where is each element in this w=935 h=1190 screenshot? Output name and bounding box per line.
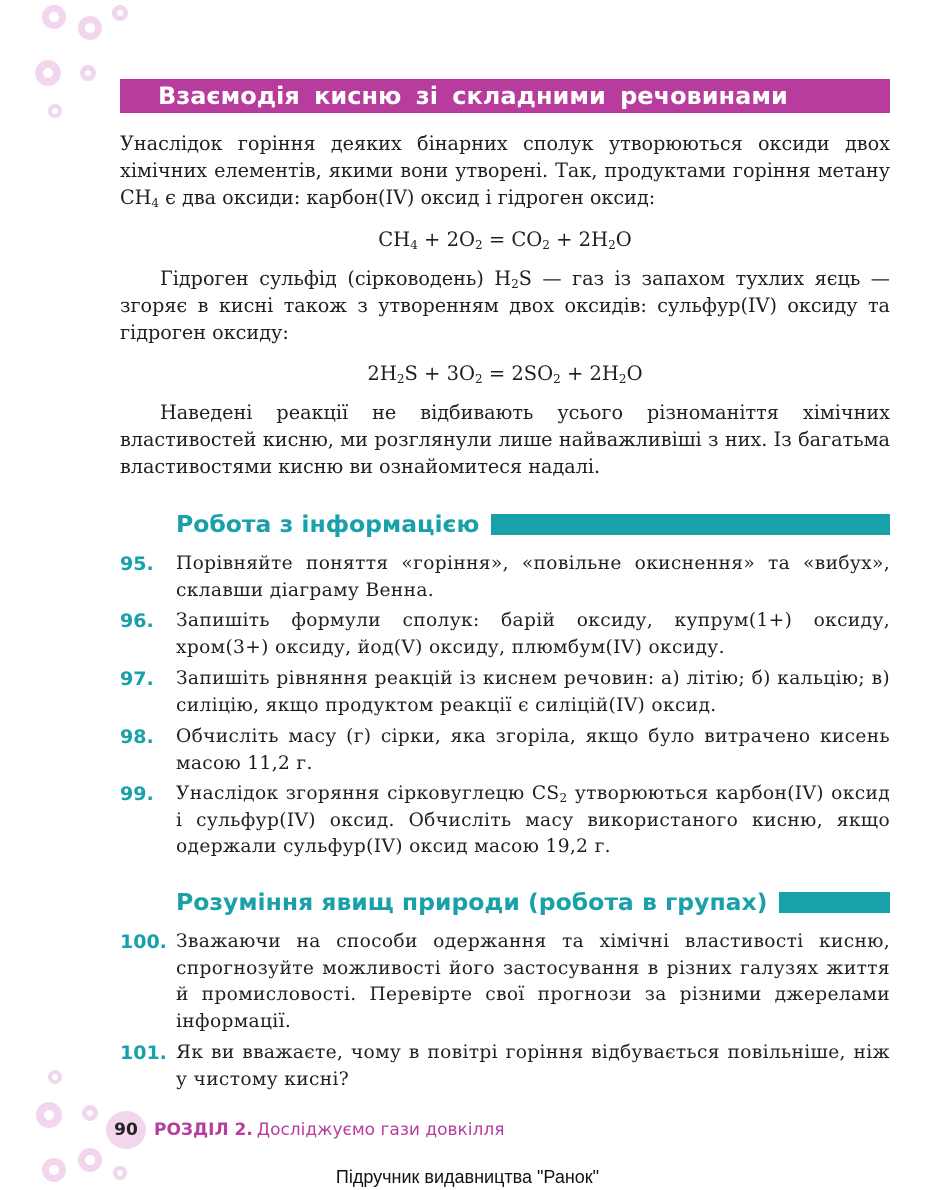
task-95: 95. Порівняйте поняття «горіння», «повільне окиснення» та «вибух», склавши діаграму Венна. — [120, 553, 890, 601]
section-heading-information: Робота з інформацією — [176, 508, 890, 540]
task-97: 97. Запишіть рівняння реакцій із киснем речовин: а) літію; б) кальцію; в) силіцію, якщо продуктом реакції є силіцій(IV) оксид. — [120, 668, 890, 716]
equation-hydrogen-sulfide: $2H_2S + 3O_2 = 2SO_2 + 2H_2O$ — [367, 362, 643, 386]
task-100: 100. Зважаючи на способи одержання та хімічні властивості кисню, спрогнозуйте можливості його застосування в різних галузях життя й промисловості. Перевірте свої прогнози за різними джерелами інформації. — [120, 931, 890, 1032]
intro-paragraph-2: Гідроген сульфід (сірководень) $H_2S$ — газ із запахом тухлих яєць — згоряє в кисні також з утворенням двох оксидів: сульфур(IV) оксиду та гідроген оксиду: — [120, 267, 890, 344]
equation-methane: $CH_4 + 2O_2 = CO_2 + 2H_2O$ — [378, 228, 632, 252]
task-101: 101. Як ви вважаєте, чому в повітрі горіння відбувається повільніше, ніж у чистому кисні? — [120, 1042, 890, 1090]
publisher-note: Підручник видавництва "Ранок" — [335, 1167, 600, 1187]
task-98: 98. Обчисліть масу (г) сірки, яка згоріла, якщо було витрачено кисень масою 11,2 г. — [120, 726, 890, 774]
intro-paragraph-3: Наведені реакції не відбивають усього різноманіття хімічних властивостей кисню, ми розглянули лише найважливіші з них. Із багатьма властивостями кисню ви ознайомитеся надалі. — [120, 401, 890, 478]
intro-paragraph-1: Унаслідок горіння деяких бінарних сполук утворюються оксиди двох хімічних елементів, якими вони утворені. Так, продуктами горіння метану $CH_4$ є два оксиди: карбон(IV) оксид і гідроген оксид: — [120, 132, 890, 210]
chapter-title: РОЗДІЛ 2. Досліджуємо гази довкілля — [154, 1120, 505, 1140]
page-footer — [106, 1111, 504, 1149]
page-number: 90 — [106, 1111, 146, 1149]
task-99: 99. Унаслідок згоряння сірковуглецю $CS_2$ утворюються карбон(IV) оксид і сульфур(IV) оксид. Обчисліть масу використаного кисню, якщо одержали сульфур(IV) оксид масою 19,2 г. — [120, 783, 890, 857]
heading-bar — [491, 514, 890, 535]
section-heading-groups: Розуміння явищ природи (робота в групах) — [176, 886, 890, 918]
section-banner-title: Взаємодія кисню зі складними речовинами — [120, 79, 890, 113]
task-96: 96. Запишіть формули сполук: барій оксиду, купрум(1+) оксиду, хром(3+) оксиду, йод(V) оксиду, плюмбум(IV) оксиду. — [120, 610, 890, 658]
heading-bar — [779, 892, 890, 913]
